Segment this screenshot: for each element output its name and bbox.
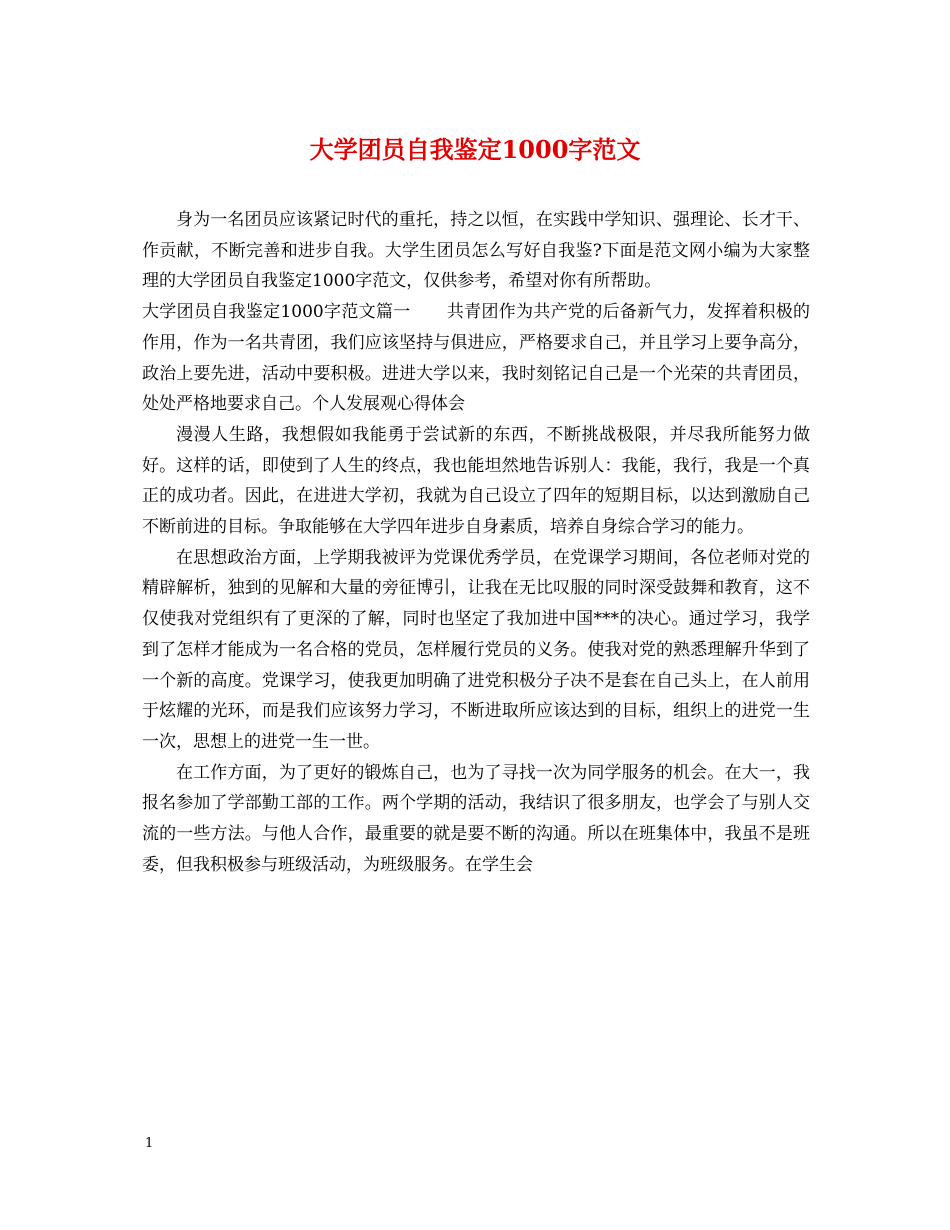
body-paragraph-1: 漫漫人生路，我想假如我能勇于尝试新的东西，不断挑战极限，并尽我所能努力做好。这样的话，即使到了人生的终点，我也能坦然地告诉别人：我能，我行，我是一个真正的成功者。因此，在进进大学初，我就为自己设立了四年的短期目标，以达到激励自己不断前进的目标。争取能够在大学四年进步自身素质，培养自身综合学习的能力。 — [142, 424, 810, 538]
intro-paragraph: 身为一名团员应该紧记时代的重托，持之以恒，在实践中学知识、强理论、长才干、作贡献，不断完善和进步自我。大学生团员怎么写好自我鉴?下面是范文网小编为大家整理的大学团员自我鉴定1000字范文，仅供参考，希望对你有所帮助。 — [142, 210, 810, 292]
section-paragraph — [142, 297, 810, 420]
document-title: 大学团员自我鉴定1000字范文 — [309, 135, 641, 164]
body-paragraph-2: 在思想政治方面，上学期我被评为党课优秀学员，在党课学习期间，各位老师对党的精辟解析，独到的见解和大量的旁征博引，让我在无比叹服的同时深受鼓舞和教育，这不仅使我对党组织有了更深的了解，同时也坚定了我加进中国***的决心。通过学习，我学到了怎样才能成为一名合格的党员，怎样履行党员的义务。使我对党的熟悉理解升华到了一个新的高度。党课学习，使我更加明确了进党积极分子决不是套在自己头上，在人前用于炫耀的光环，而是我们应该努力学习，不断进取所应该达到的目标，组织上的进党一生一次，思想上的进党一生一世。 — [142, 547, 810, 752]
document-body — [142, 205, 810, 880]
page-number: 1 — [145, 1136, 154, 1151]
section-heading: 大学团员自我鉴定1000字范文篇一 — [142, 302, 411, 323]
section-text: 共青团作为共产党的后备新气力，发挥着积极的作用，作为一名共青团，我们应该坚持与俱进应，严格要求自己，并且学习上要争高分，政治上要先进，活动中要积极。进进大学以来，我时刻铭记自己是一个光荣的共青团员，处处严格地要求自己。个人发展观心得体会 — [142, 302, 811, 415]
body-paragraph-3: 在工作方面，为了更好的锻炼自己，也为了寻找一次为同学服务的机会。在大一，我报名参加了学部勤工部的工作。两个学期的活动，我结识了很多朋友，也学会了与别人交流的一些方法。与他人合作，最重要的就是要不断的沟通。所以在班集体中，我虽不是班委，但我积极参与班级活动，为班级服务。在学生会 — [142, 762, 810, 875]
